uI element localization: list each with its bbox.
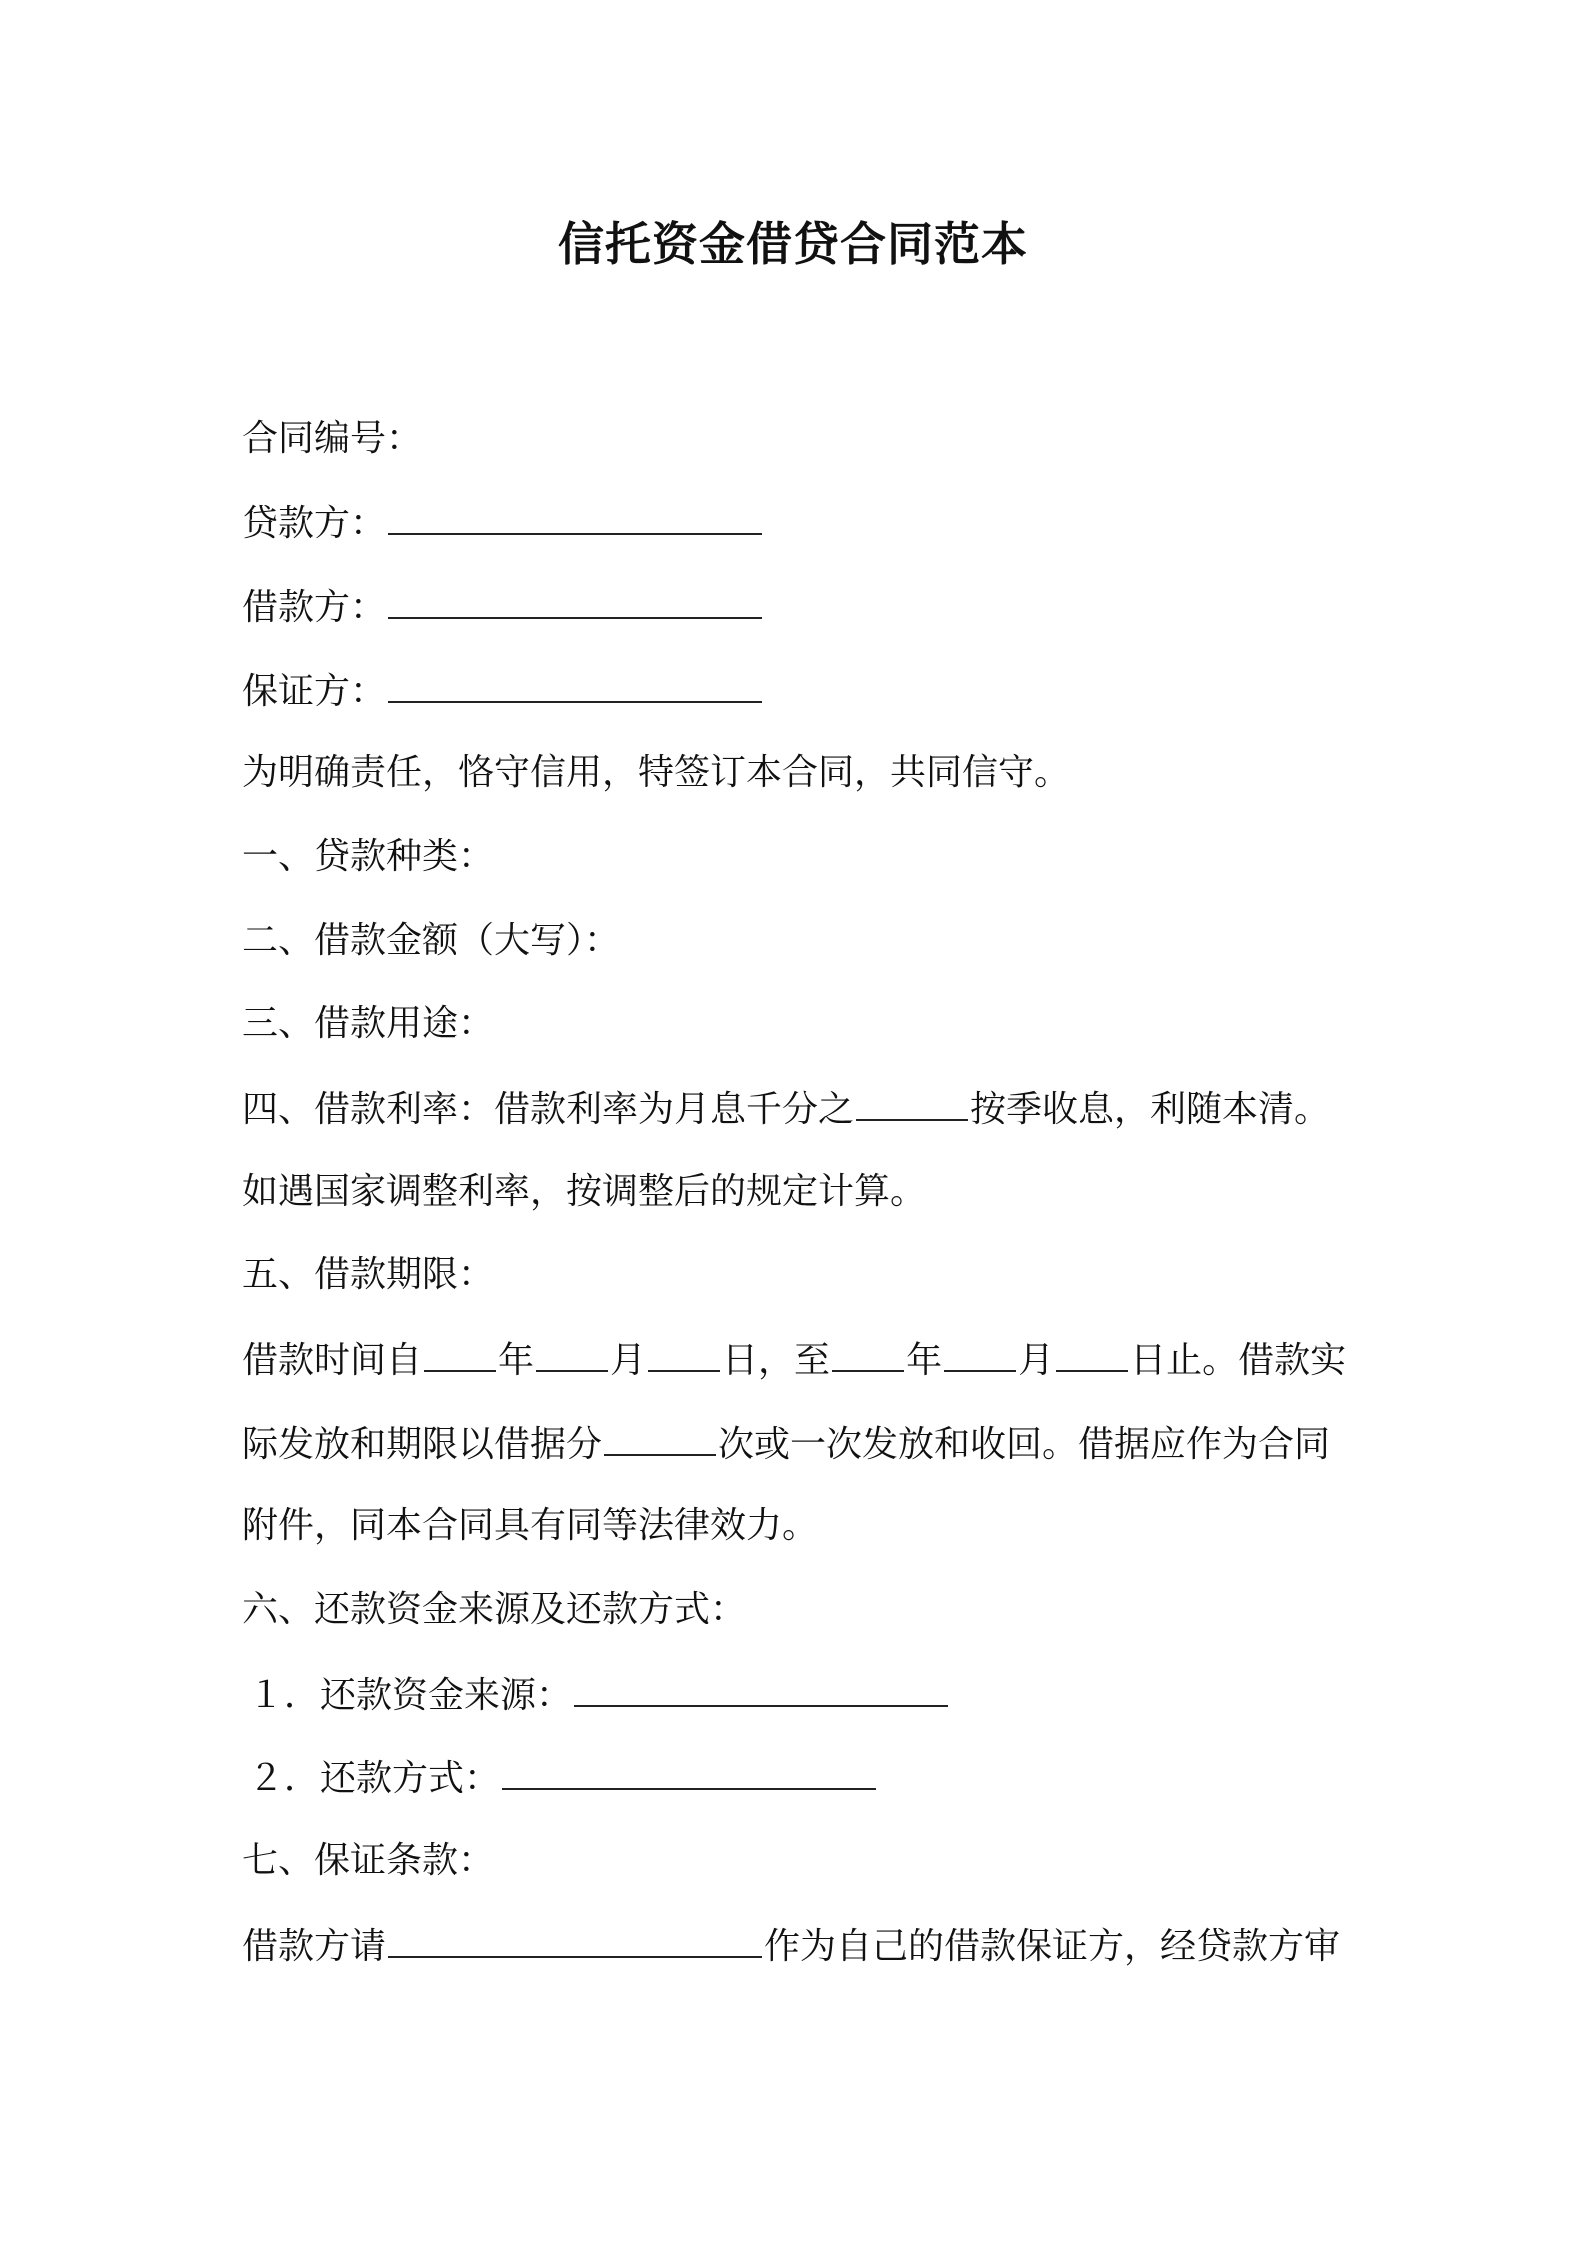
term-start-label: 借款时间自 — [242, 1340, 423, 1381]
section-7: 七、保证条款： — [242, 1840, 495, 1881]
end-day-blank — [1056, 1334, 1128, 1372]
document-title: 信托资金借贷合同范本 — [558, 217, 1028, 271]
borrower-line — [242, 581, 1362, 633]
section-2: 二、借款金额（大写）： — [242, 920, 621, 961]
repayment-method-label: ２．还款方式： — [248, 1758, 501, 1799]
month-label: 月 — [610, 1340, 647, 1381]
installments-blank — [604, 1418, 716, 1456]
start-month-blank — [536, 1334, 608, 1372]
term-line-3: 附件，同本合同具有同等法律效力。 — [242, 1505, 819, 1546]
section-1: 一、贷款种类： — [242, 836, 495, 877]
repayment-source-label: １．还款资金来源： — [248, 1675, 573, 1716]
term2-text-b: 次或一次发放和收回。借据应作为合同 — [718, 1424, 1331, 1465]
guarantee-text-a: 借款方请 — [242, 1926, 387, 1967]
borrower-blank — [388, 581, 762, 619]
borrower-label: 借款方： — [242, 587, 387, 628]
year-label: 年 — [498, 1340, 535, 1381]
section-5: 五、借款期限： — [242, 1254, 495, 1295]
lender-label: 贷款方： — [242, 503, 387, 544]
section-6-item-1 — [242, 1669, 1368, 1721]
repayment-source-blank — [574, 1669, 948, 1707]
section-3: 三、借款用途： — [242, 1003, 495, 1044]
guarantee-text-b: 作为自己的借款保证方，经贷款方审 — [764, 1926, 1341, 1967]
start-day-blank — [648, 1334, 720, 1372]
term-line-1 — [242, 1334, 1362, 1386]
term-line-2 — [242, 1418, 1362, 1470]
guarantor-name-blank — [388, 1920, 762, 1958]
section-4-text-a: 四、借款利率：借款利率为月息千分之 — [242, 1089, 855, 1130]
guarantor-label: 保证方： — [242, 671, 387, 712]
interest-rate-blank — [856, 1083, 968, 1121]
section-4-text-b: 按季收息，利随本清。 — [970, 1089, 1331, 1130]
section-4-line-2: 如遇国家调整利率，按调整后的规定计算。 — [242, 1171, 927, 1212]
day-end-label: 日止。借款实 — [1130, 1340, 1347, 1381]
start-year-blank — [424, 1334, 496, 1372]
lender-line — [242, 497, 1362, 549]
intro-paragraph: 为明确责任，恪守信用，特签订本合同，共同信守。 — [242, 752, 1071, 793]
repayment-method-blank — [502, 1752, 876, 1790]
guarantor-line — [242, 665, 1362, 717]
section-6: 六、还款资金来源及还款方式： — [242, 1589, 747, 1630]
month-label-2: 月 — [1018, 1340, 1055, 1381]
guarantor-blank — [388, 665, 762, 703]
end-month-blank — [944, 1334, 1016, 1372]
year-label-2: 年 — [906, 1340, 943, 1381]
section-7-line-1 — [242, 1920, 1362, 1972]
day-to-label: 日，至 — [722, 1340, 831, 1381]
section-6-item-2 — [242, 1752, 1368, 1804]
contract-number-label: 合同编号： — [242, 418, 423, 459]
lender-blank — [388, 497, 762, 535]
term2-text-a: 际发放和期限以借据分 — [242, 1424, 603, 1465]
contract-number-line — [242, 414, 1362, 464]
section-4-line-1 — [242, 1083, 1362, 1135]
end-year-blank — [832, 1334, 904, 1372]
